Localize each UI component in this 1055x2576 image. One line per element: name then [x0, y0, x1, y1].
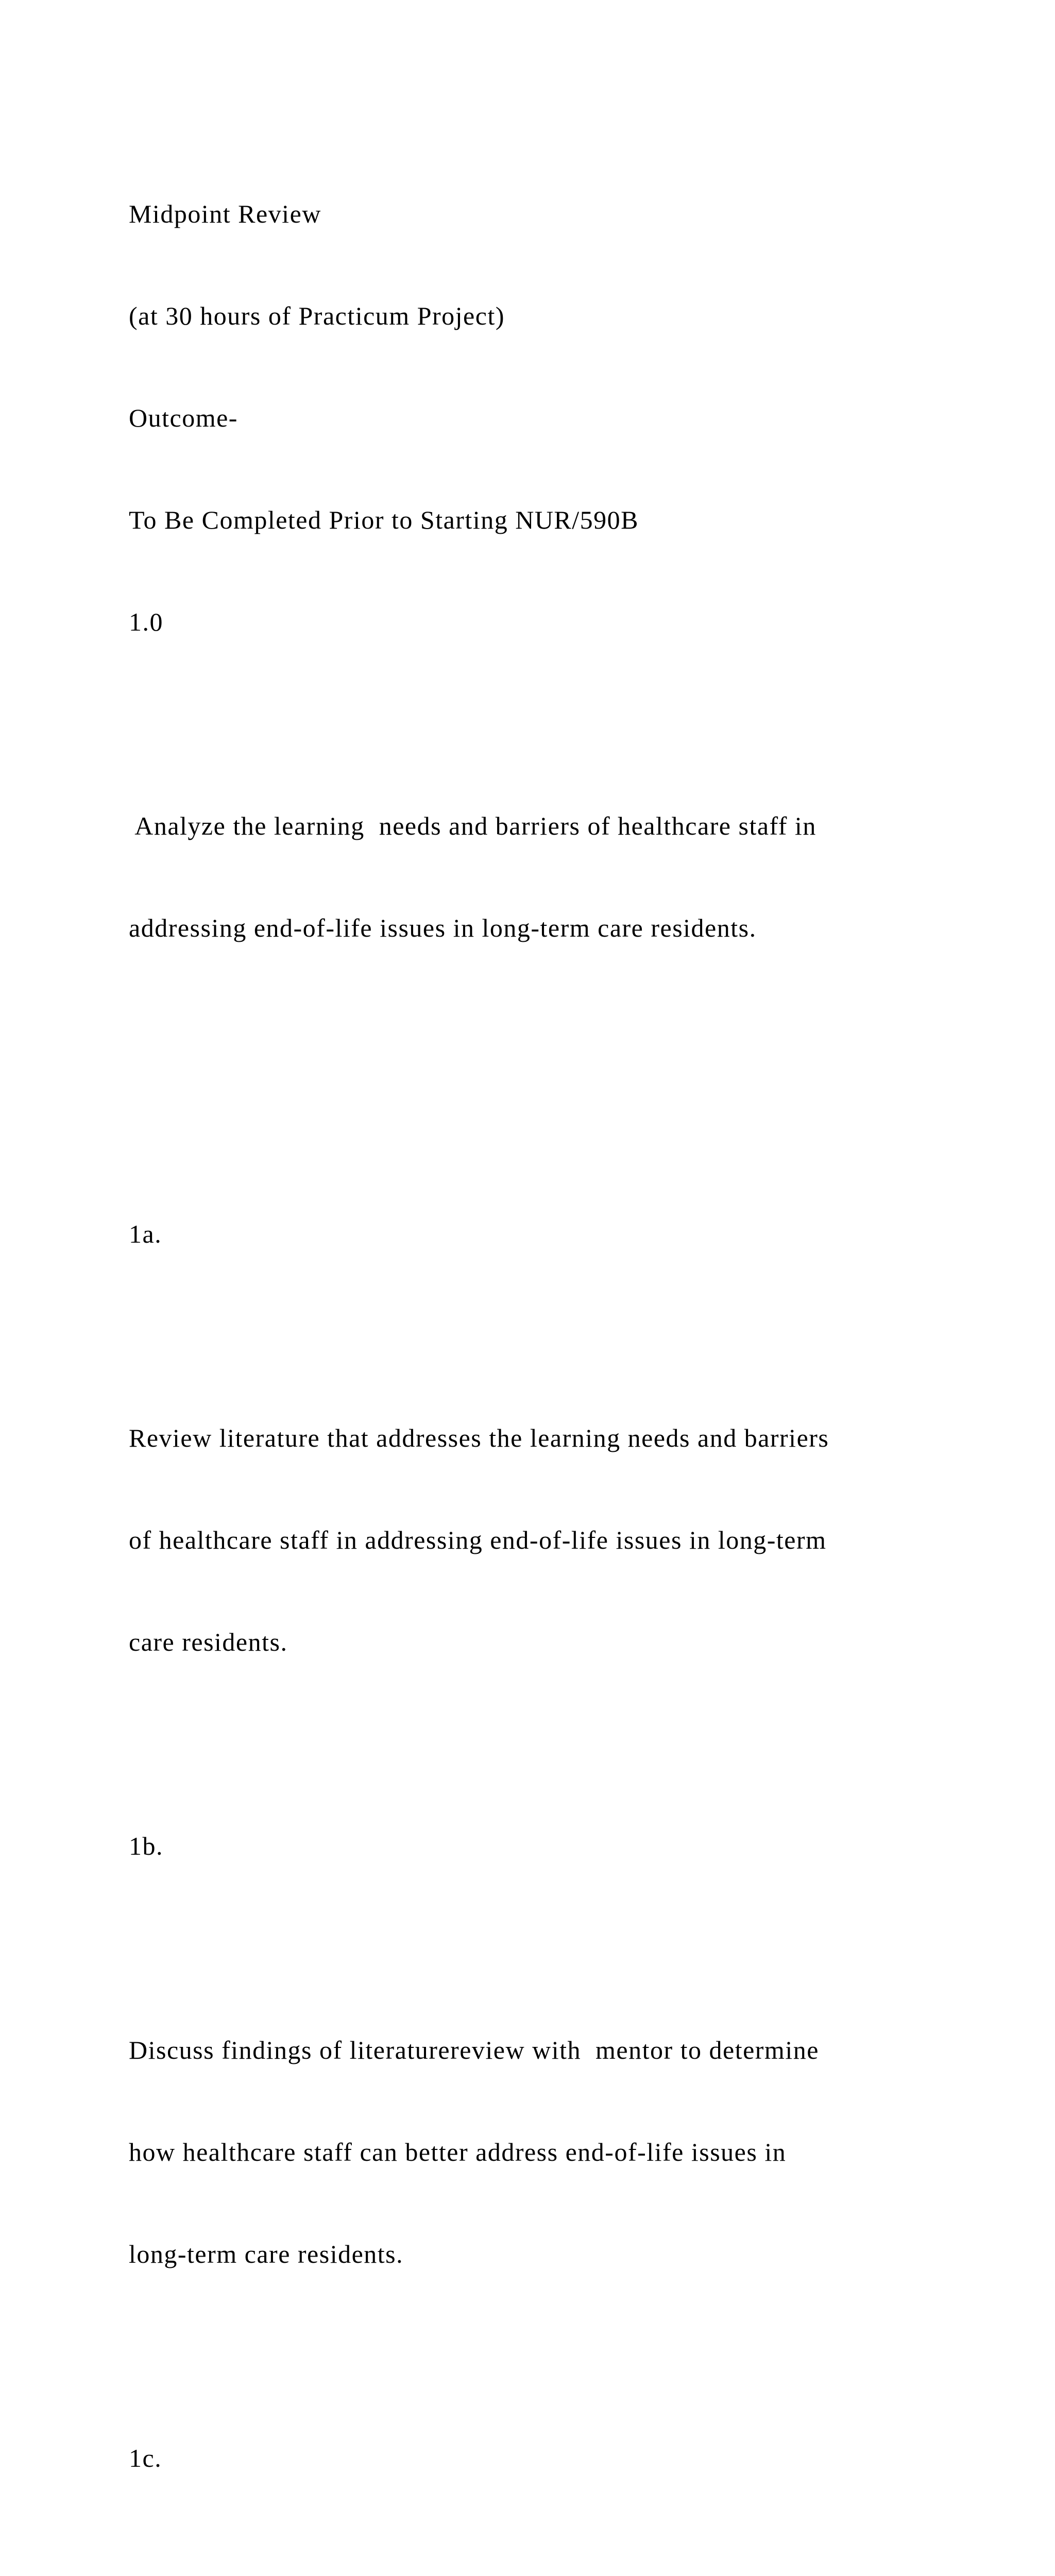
- blank-line: [129, 1115, 974, 1149]
- text-line: 1b.: [129, 1832, 163, 1860]
- blank-line: [129, 1319, 974, 1353]
- text-line: 1a.: [129, 1219, 162, 1248]
- blank-line: [129, 1013, 974, 1047]
- blank-line: [129, 1727, 974, 1761]
- document-body: [129, 129, 974, 2576]
- blank-line: [129, 1931, 974, 1965]
- blank-line: [129, 2339, 974, 2373]
- text-line: how healthcare staff can better address end-of-life issues in: [129, 2138, 787, 2166]
- text-line: addressing end-of-life issues in long-term care residents.: [129, 913, 757, 942]
- blank-line: [129, 2543, 974, 2576]
- text-line: Outcome-: [129, 403, 238, 432]
- text-line: 1.0: [129, 607, 163, 636]
- text-line: long-term care residents.: [129, 2240, 404, 2268]
- text-line: (at 30 hours of Practicum Project): [129, 301, 505, 330]
- text-line: Discuss findings of literaturereview with mentor to determine: [129, 2036, 819, 2064]
- text-line: Review literature that addresses the learning needs and barriers: [129, 1423, 829, 1452]
- text-line: Analyze the learning needs and barriers of healthcare staff in: [129, 811, 816, 840]
- text-line: 1c.: [129, 2444, 162, 2472]
- text-line: To Be Completed Prior to Starting NUR/590B: [129, 505, 639, 534]
- blank-line: [129, 707, 974, 741]
- text-line: Midpoint Review: [129, 199, 321, 228]
- text-line: of healthcare staff in addressing end-of-life issues in long-term: [129, 1526, 827, 1554]
- text-line: care residents.: [129, 1628, 288, 1656]
